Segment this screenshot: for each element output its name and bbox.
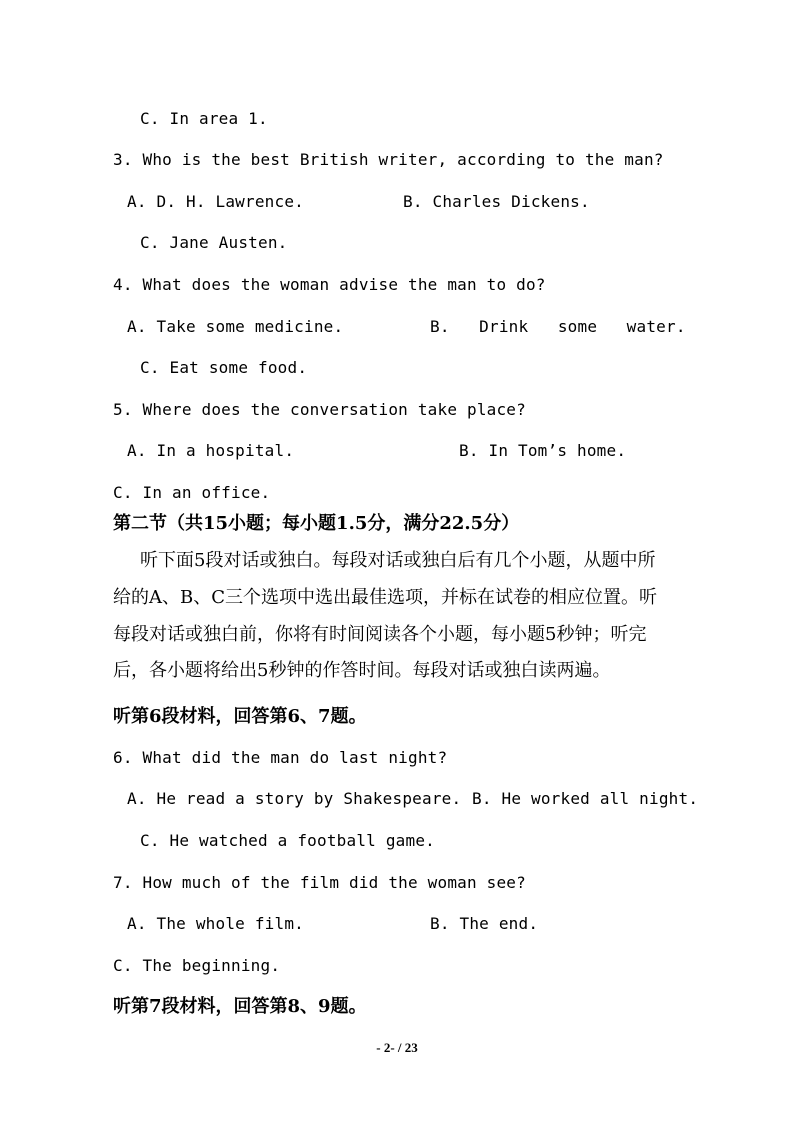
page-number: - 2- / 23 xyxy=(376,1040,418,1055)
material-6-heading: 听第6段材料，回答第6、7题。 xyxy=(113,706,367,727)
q2-option-c: C. In area 1. xyxy=(140,109,268,128)
question-6: 6. What did the man do last night? xyxy=(113,748,448,767)
q4-option-a: A. Take some medicine. xyxy=(127,317,344,336)
q6-option-c: C. He watched a football game. xyxy=(140,831,435,850)
q4-option-b: B. Drink some water. xyxy=(430,317,686,336)
instructions-line-4: 后，各小题将给出5秒钟的作答时间。每段对话或独白读两遍。 xyxy=(113,660,611,681)
q4-option-c: C. Eat some food. xyxy=(140,358,308,377)
q7-option-b: B. The end. xyxy=(430,914,539,933)
question-5: 5. Where does the conversation take place? xyxy=(113,400,526,419)
q7-option-c: C. The beginning. xyxy=(113,956,281,975)
instructions-line-2: 给的A、B、C三个选项中选出最佳选项，并标在试卷的相应位置。听 xyxy=(113,587,657,608)
section-2-heading: 第二节（共15小题；每小题1.5分，满分22.5分） xyxy=(113,513,520,534)
q6-option-a: A. He read a story by Shakespeare. xyxy=(127,789,462,808)
question-7: 7. How much of the film did the woman see? xyxy=(113,873,526,892)
q3-option-c: C. Jane Austen. xyxy=(140,233,288,252)
question-3: 3. Who is the best British writer, according to the man? xyxy=(113,150,664,169)
q5-option-b: B. In Tom’s home. xyxy=(459,441,627,460)
instructions-line-3: 每段对话或独白前，你将有时间阅读各个小题，每小题5秒钟；听完 xyxy=(113,624,647,645)
instructions-line-1: 听下面5段对话或独白。每段对话或独白后有几个小题，从题中所 xyxy=(140,550,656,571)
question-4: 4. What does the woman advise the man to do? xyxy=(113,275,546,294)
material-7-heading: 听第7段材料，回答第8、9题。 xyxy=(113,996,367,1017)
q3-option-a: A. D. H. Lawrence. xyxy=(127,192,304,211)
q5-option-a: A. In a hospital. xyxy=(127,441,295,460)
q5-option-c: C. In an office. xyxy=(113,483,271,502)
q6-option-b: B. He worked all night. xyxy=(472,789,699,808)
q7-option-a: A. The whole film. xyxy=(127,914,304,933)
q3-option-b: B. Charles Dickens. xyxy=(403,192,590,211)
